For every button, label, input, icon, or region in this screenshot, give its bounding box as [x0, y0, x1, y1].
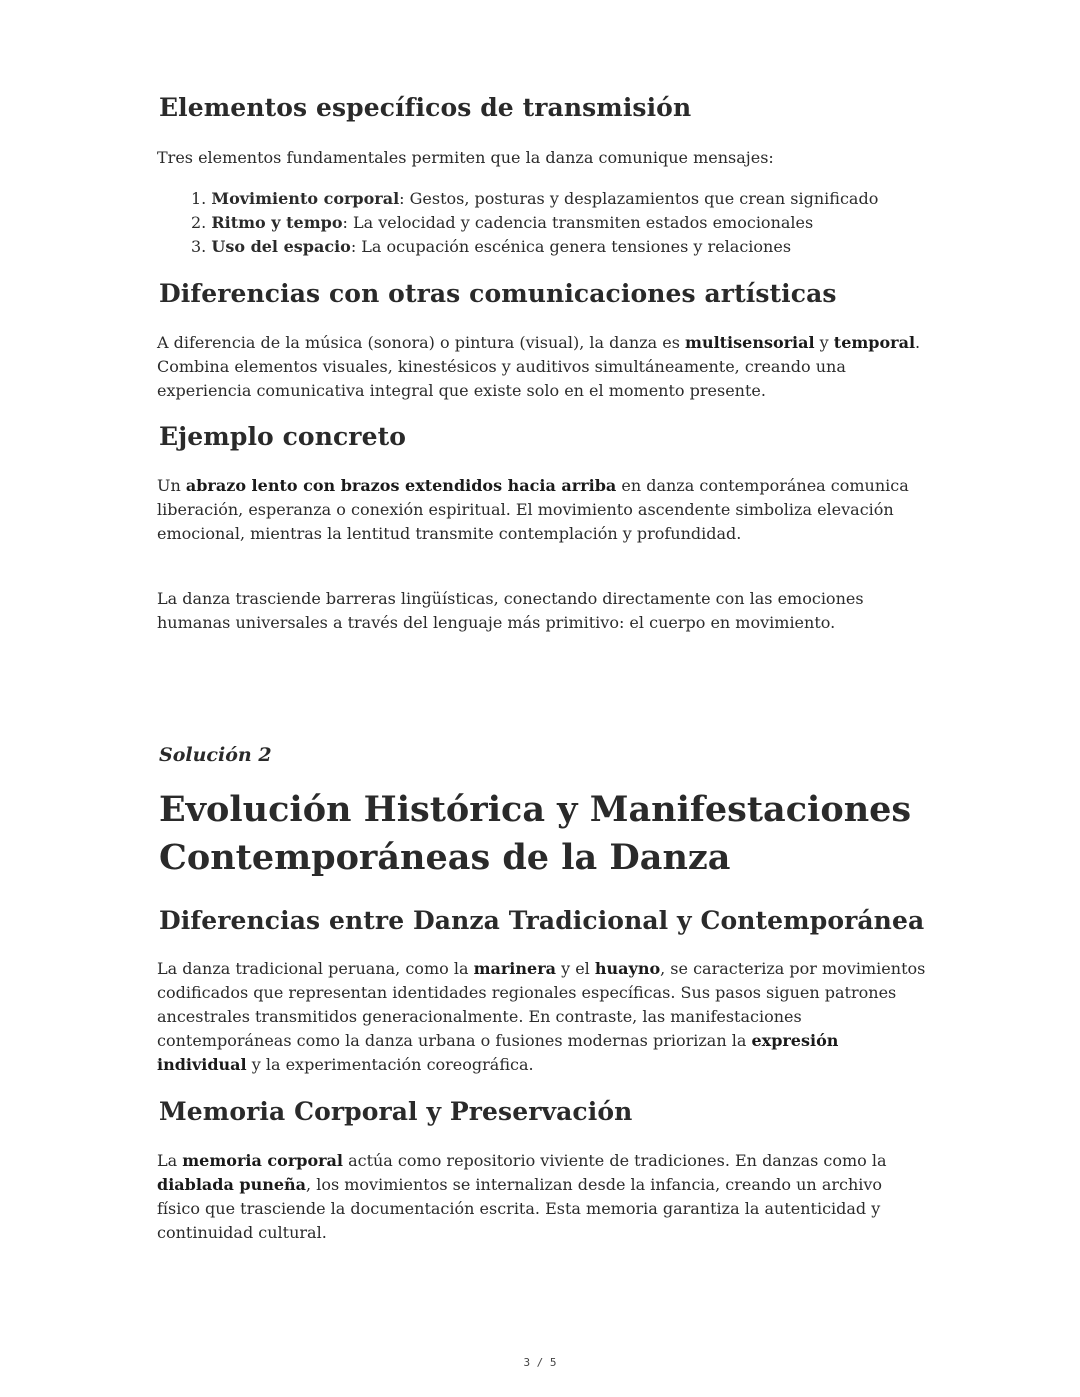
text-run: La	[157, 1151, 183, 1170]
example-paragraph	[157, 474, 927, 546]
list-item-desc: : La ocupación escénica genera tensiones y relaciones	[350, 237, 792, 256]
emphasis-temporal: temporal	[833, 333, 916, 352]
emphasis-abrazo: abrazo lento con brazos extendidos hacia arriba	[185, 476, 617, 495]
closing-paragraph: La danza trasciende barreras lingüísticas, conectando directamente con las emociones humanas universales a través del lenguaje más primitivo: el cuerpo en movimiento.	[157, 589, 864, 632]
list-item-number: 1.	[191, 189, 207, 208]
section-heading-memory: Memoria Corporal y Preservación	[159, 1097, 633, 1126]
memory-paragraph	[157, 1149, 927, 1245]
text-run: Un	[157, 476, 186, 495]
list-item	[191, 235, 878, 259]
list-item-number: 2.	[191, 213, 207, 232]
list-item-term: Ritmo y tempo	[211, 213, 343, 232]
text-run: actúa como repositorio viviente de tradiciones. En danzas como la	[342, 1151, 887, 1170]
page-title	[159, 786, 911, 882]
text-run: La danza tradicional peruana, como la	[157, 959, 474, 978]
differences-paragraph	[157, 331, 927, 403]
emphasis-memoria-corporal: memoria corporal	[182, 1151, 343, 1170]
transmission-intro: Tres elementos fundamentales permiten que la danza comunique mensajes:	[157, 148, 774, 167]
text-run: en danza contemporánea comunica liberación, esperanza o conexión espiritual. El movimiento ascendente simboliza elevación emocional, mientras la lentitud transmite contemplación y profundidad.	[157, 476, 909, 543]
emphasis-huayno: huayno	[594, 959, 661, 978]
page-indicator: 3 / 5	[523, 1356, 557, 1369]
list-item-desc: : La velocidad y cadencia transmiten estados emocionales	[342, 213, 814, 232]
title-line-2: Contemporáneas de la Danza	[159, 837, 731, 878]
list-item-term: Uso del espacio	[211, 237, 351, 256]
emphasis-diablada: diablada puneña	[157, 1175, 307, 1194]
transmission-list	[191, 187, 878, 259]
list-item-desc: : Gestos, posturas y desplazamientos que crean significado	[399, 189, 879, 208]
emphasis-marinera: marinera	[473, 959, 556, 978]
section-heading-transmission: Elementos específicos de transmisión	[159, 93, 692, 122]
section-heading-traditional: Diferencias entre Danza Tradicional y Contemporánea	[159, 906, 925, 935]
solution-label: Solución 2	[159, 744, 272, 766]
text-run: y	[814, 333, 834, 352]
emphasis-expresion-individual: expresión individual	[157, 1031, 839, 1074]
text-run: , se caracteriza por movimientos codificados que representan identidades regionales específicas. Sus pasos siguen patrones ancestrales transmitidos generacionalmente. En contraste, las manifestaciones contemporáneas como la danza urbana o fusiones modernas priorizan la	[157, 959, 926, 1050]
text-run: y el	[556, 959, 595, 978]
list-item-number: 3.	[191, 237, 207, 256]
list-item	[191, 187, 878, 211]
title-line-1: Evolución Histórica y Manifestaciones	[159, 789, 912, 830]
list-item	[191, 211, 878, 235]
list-item-term: Movimiento corporal	[211, 189, 400, 208]
traditional-paragraph	[157, 957, 927, 1077]
section-heading-example: Ejemplo concreto	[159, 422, 407, 451]
text-run: , los movimientos se internalizan desde la infancia, creando un archivo físico que trasciende la documentación escrita. Esta memoria garantiza la autenticidad y continuidad cultural.	[157, 1175, 883, 1242]
section-heading-differences: Diferencias con otras comunicaciones artísticas	[159, 279, 837, 308]
text-run: . Combina elementos visuales, kinestésicos y auditivos simultáneamente, creando una experiencia comunicativa integral que existe solo en el momento presente.	[157, 333, 921, 400]
text-run: y la experimentación coreográfica.	[246, 1055, 534, 1074]
emphasis-multisensorial: multisensorial	[685, 333, 815, 352]
text-run: A diferencia de la música (sonora) o pintura (visual), la danza es	[157, 333, 686, 352]
